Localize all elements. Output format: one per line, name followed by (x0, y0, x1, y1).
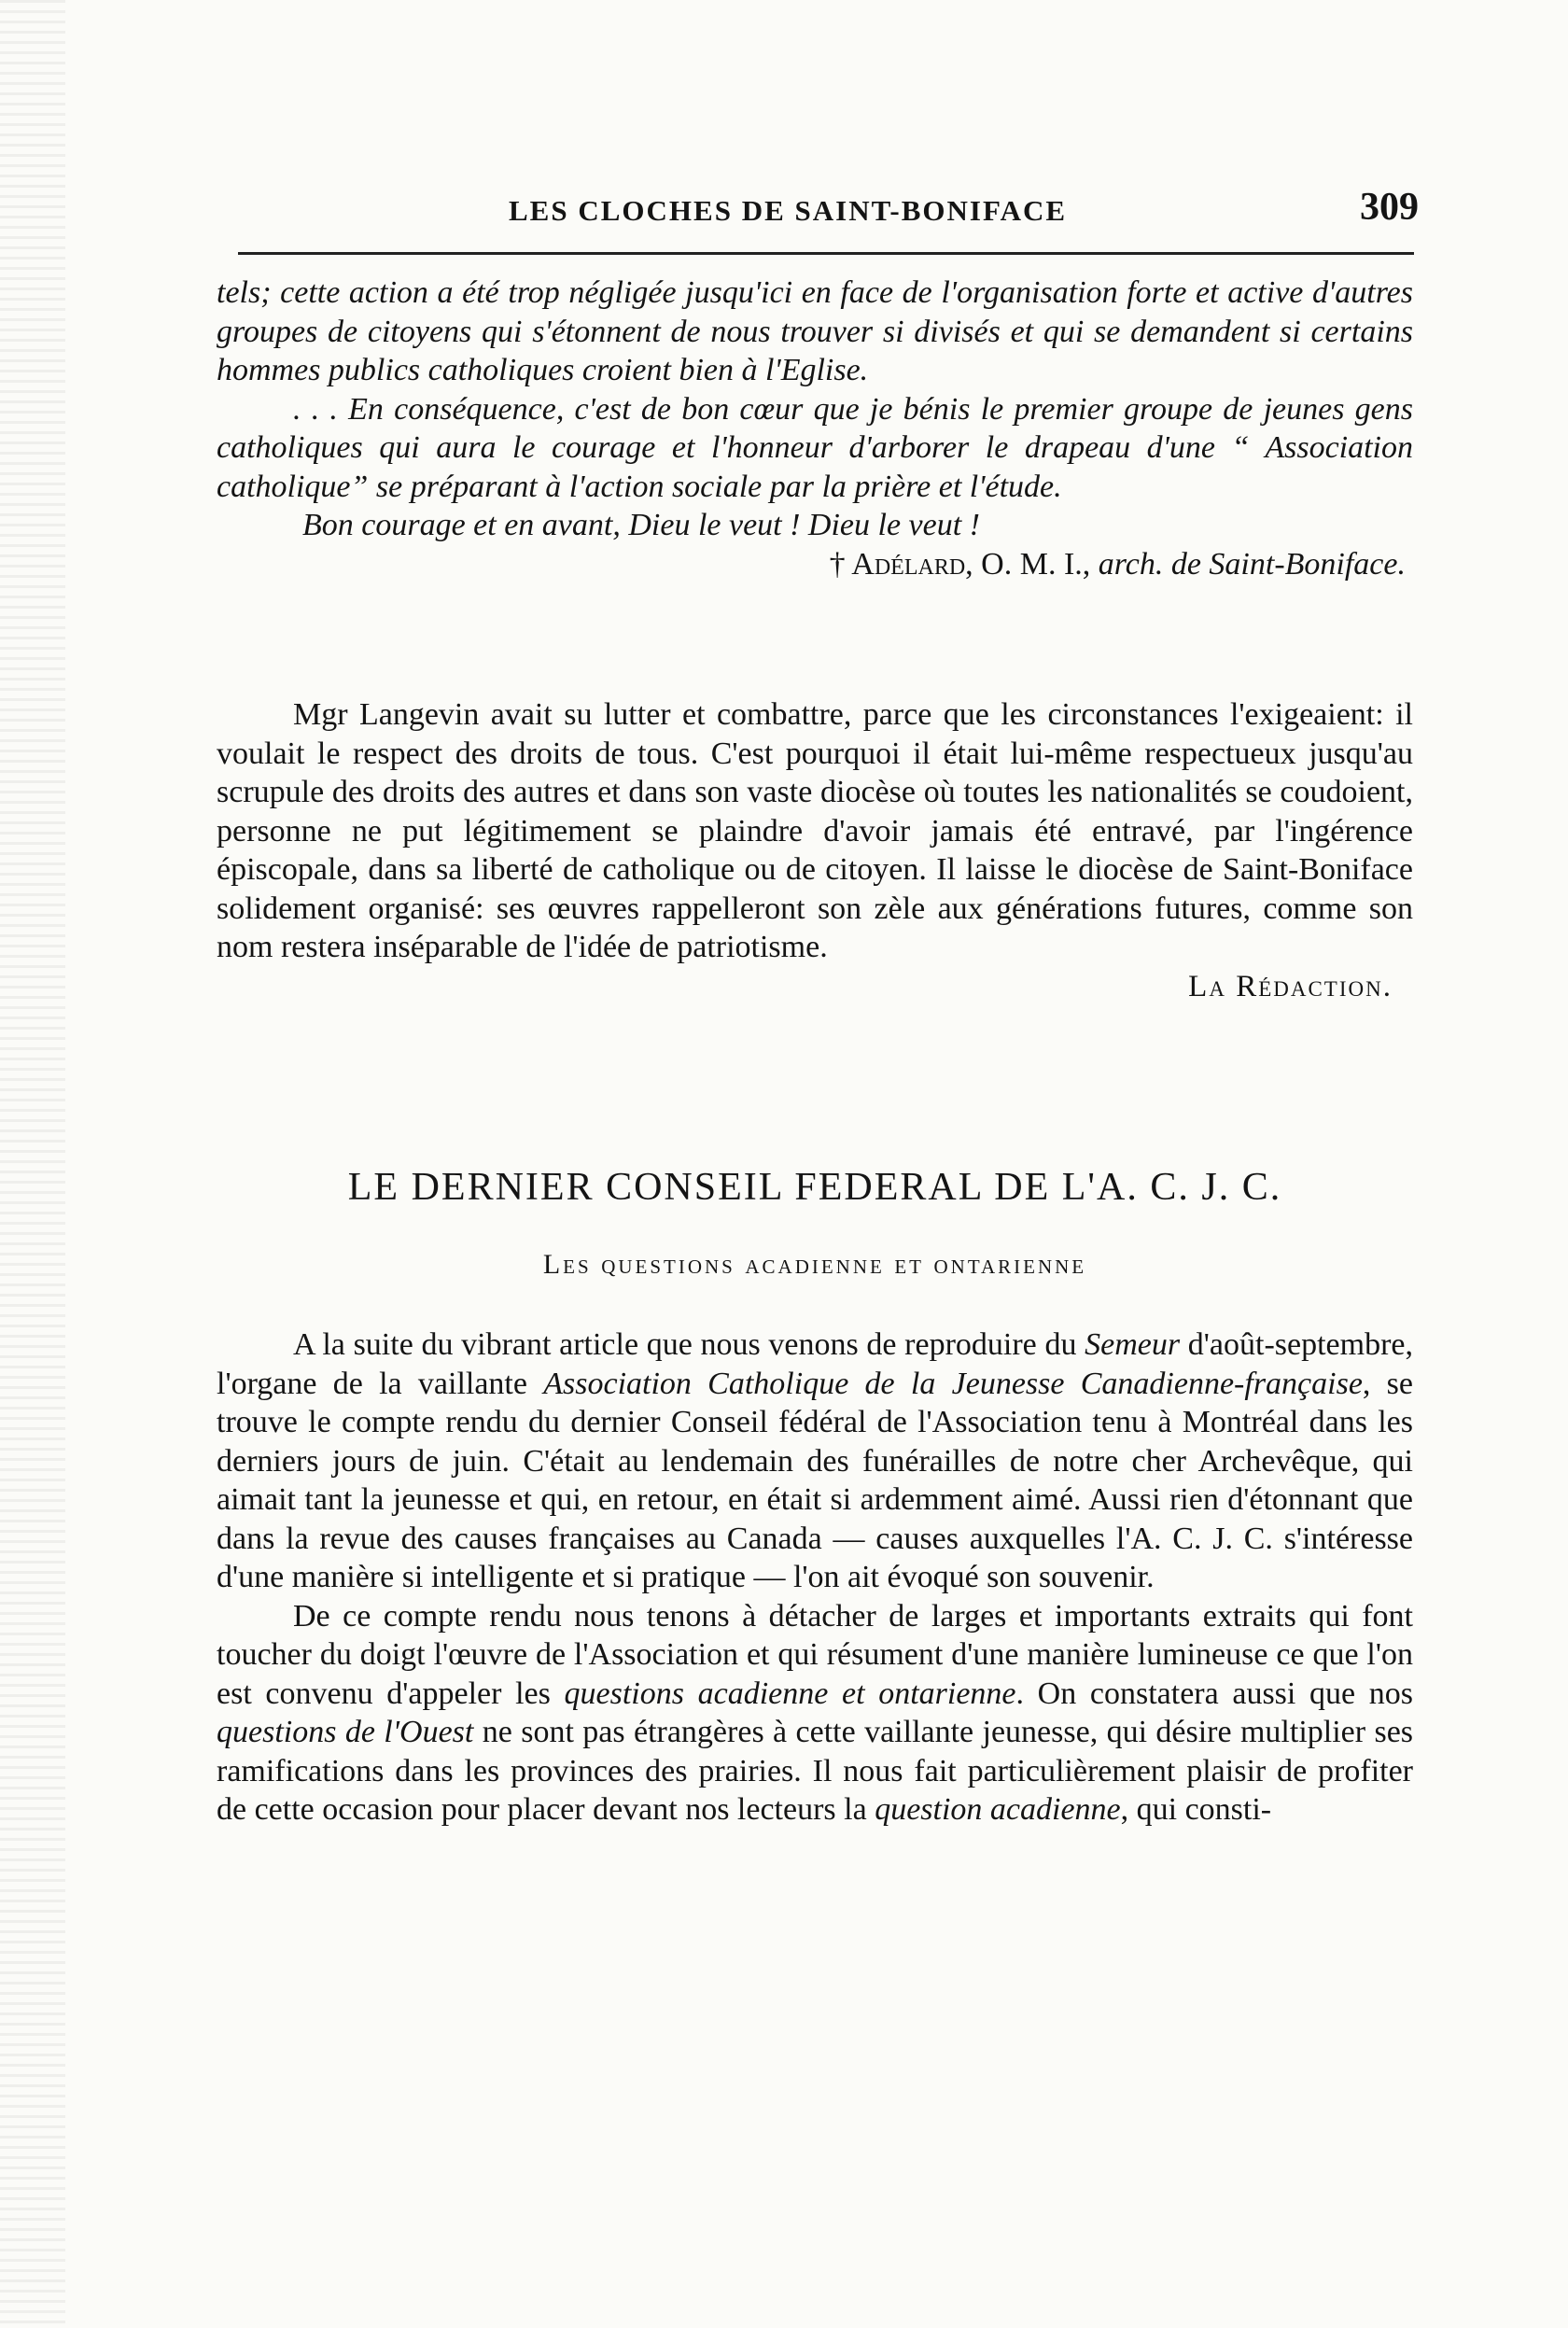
article2-heading: LE DERNIER CONSEIL FEDERAL DE L'A. C. J. C. (347, 1166, 1282, 1209)
text-run: , se trouve le compte rendu du dernier Conseil fédéral de l'Association tenu à Montréal dans les derniers jours de juin. C'était au lendemain des funérailles de notre cher Archevêque, qui aimait tant la jeunesse et qui, en retour, en était si ardemment aimé. Aussi rien d'étonnant que dans la revue des causes françaises au Canada — causes auxquelles l'A. C. J. C. s'intéresse d'une manière si intelligente et si pratique — l'on ait évoqué son souvenir. (217, 1366, 1414, 1594)
italic-run: Semeur (1085, 1327, 1181, 1362)
article-acjc (217, 1325, 1413, 1830)
quote-paragraph-2: . . . En conséquence, c'est de bon cœur que je bénis le premier groupe de jeunes gens catholiques qui aura le courage et l'honneur d'arborer le drapeau d'une “ Association catholique” se préparant à l'action sociale par la prière et l'étude. (217, 391, 1413, 504)
article-langevin (217, 695, 1413, 1006)
page-number: 309 (1360, 186, 1419, 229)
text-run: A la suite du vibrant article que nous venons de reproduire du (293, 1327, 1085, 1362)
italic-run: question acadienne (875, 1792, 1121, 1827)
article2-subheading: Les questions acadienne et ontarienne (542, 1249, 1087, 1280)
italic-run: questions de l'Ouest (217, 1715, 474, 1749)
italic-run: questions acadienne et ontarienne (564, 1676, 1016, 1711)
quote-paragraph-1: tels; cette action a été trop négligée jusqu'ici en face de l'organisation forte et active d'autres groupes de citoyens qui s'étonnent de nous trouver si divisés et qui se demandent si certains hommes publics catholiques croient bien à l'Eglise. (217, 275, 1413, 387)
scan-margin-noise (0, 0, 65, 2328)
signature-title: arch. de Saint-Boniface. (1098, 546, 1406, 582)
text-run: , qui consti- (1120, 1792, 1272, 1827)
article2-paragraph-2 (217, 1597, 1413, 1830)
running-title: LES CLOCHES DE SAINT-BONIFACE (509, 194, 1068, 227)
quote-paragraph-3: Bon courage et en avant, Dieu le veut ! Dieu le veut ! (302, 508, 981, 542)
article2-paragraph-1 (217, 1325, 1413, 1597)
header-rule (238, 252, 1414, 255)
article1-paragraph: Mgr Langevin avait su lutter et combattre, parce que les circonstances l'exigeaient: il voulait le respect des droits de tous. C'est pourquoi il était lui-même respectueux jusqu'au scrupule des droits des autres et dans son vaste diocèse où toutes les nationalités se coudoient, personne ne put légitimement se plaindre d'avoir jamais été entravé, par l'ingérence épiscopale, dans sa liberté de catholique ou de citoyen. Il laisse le diocèse de Saint-Boniface solidement organisé: ses œuvres rappelleront son zèle aux générations futures, comme son nom restera inséparable de l'idée de patriotisme. (217, 697, 1413, 964)
page-header (243, 185, 1419, 241)
italic-run: Association Catholique de la Jeunesse Canadienne-française (543, 1366, 1363, 1401)
article1-byline: La Rédaction. (1188, 969, 1393, 1003)
text-run: d'août-septembre, l'organe de la vaillante (217, 1327, 1413, 1401)
signature-name: † Adélard, O. M. I., (829, 546, 1091, 582)
pastoral-quote (217, 273, 1413, 584)
text-run: ne sont pas étrangères à cette vaillante jeunesse, qui désire multiplier ses ramifications dans les provinces des prairies. Il nous fait particulièrement plaisir de profiter de cette occasion pour placer devant nos lecteurs la (217, 1715, 1414, 1827)
quote-signature (217, 545, 1413, 584)
text-run: De ce compte rendu nous tenons à détacher de larges et importants extraits qui font toucher du doigt l'œuvre de l'Association et qui résument d'une manière lumineuse ce que l'on est convenu d'appeler les (217, 1598, 1413, 1711)
text-run: . On constatera aussi que nos (1015, 1676, 1413, 1711)
